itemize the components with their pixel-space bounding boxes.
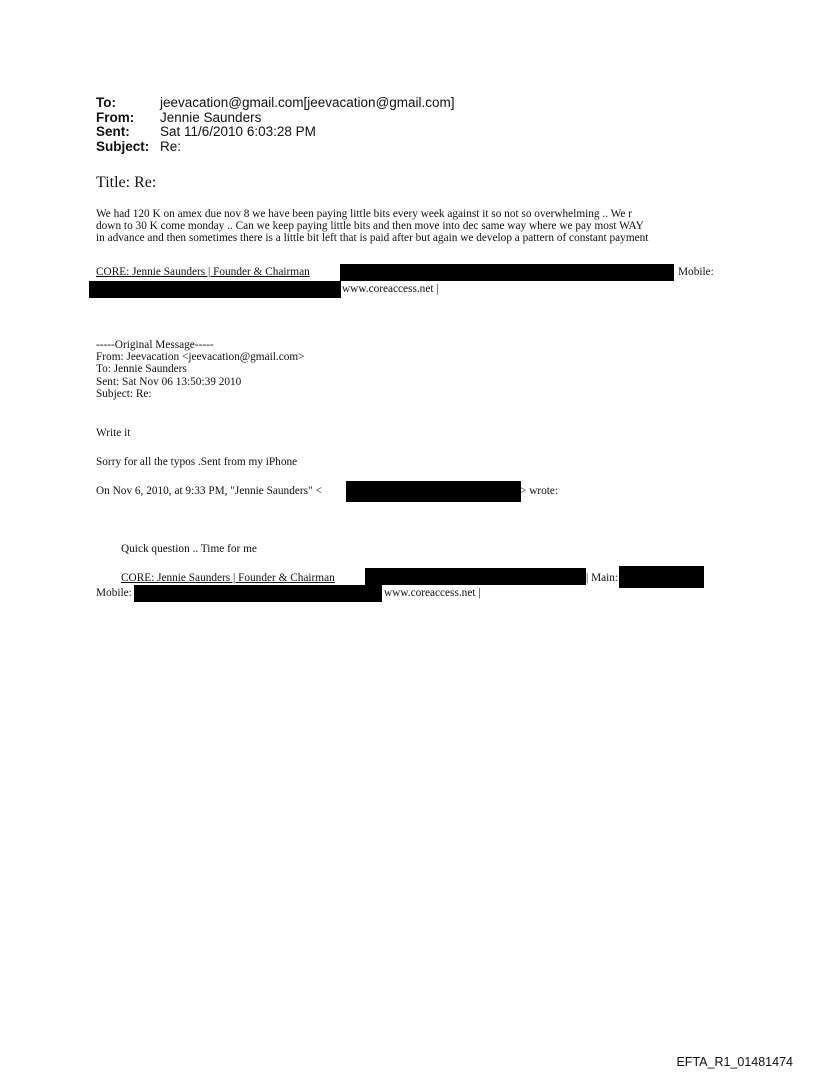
redaction-block: [134, 585, 382, 602]
original-message-header: [96, 339, 305, 400]
to-label: To:: [96, 95, 116, 110]
quote-intro-prefix: On Nov 6, 2010, at 9:33 PM, "Jennie Saunders" <: [96, 485, 322, 497]
original-message-from: From: Jeevacation <jeevacation@gmail.com>: [96, 351, 305, 364]
from-value: Jennie Saunders: [160, 109, 262, 125]
from-label: From:: [96, 109, 135, 125]
subject-row: [96, 140, 455, 155]
body-line: down to 30 K come monday .. Can we keep paying little bits and then move into dec same way where we pay most WAY: [96, 220, 644, 233]
body-line: in advance and then sometimes there is a little bit left that is paid after but again we develop a pattern of constant payment: [96, 232, 649, 245]
document-id: EFTA_R1_01481474: [676, 1055, 793, 1069]
quote-intro-suffix: > wrote:: [520, 485, 559, 497]
redaction-block: [340, 264, 674, 281]
subject-value: Re:: [160, 138, 182, 154]
iphone-footer-text: Sorry for all the typos .Sent from my iPhone: [96, 456, 298, 468]
original-message-to: To: Jennie Saunders: [96, 363, 187, 376]
body-line: We had 120 K on amex due nov 8 we have been paying little bits every week against it so not so overwhelming .. We r: [96, 208, 633, 220]
original-message-divider: -----Original Message-----: [96, 339, 214, 351]
email-header: [96, 96, 455, 154]
subject-label: Subject:: [96, 138, 150, 154]
redaction-block: [89, 281, 341, 298]
signature1-name: CORE: Jennie Saunders | Founder & Chairman: [96, 266, 310, 278]
original-message-sent: Sent: Sat Nov 06 13:50:39 2010: [96, 375, 242, 388]
to-row: [96, 96, 455, 111]
signature1-website: www.coreaccess.net |: [342, 283, 439, 295]
sent-value: Sat 11/6/2010 6:03:28 PM: [160, 124, 316, 139]
signature2-website: www.coreaccess.net |: [384, 587, 481, 599]
quoted-text: Quick question .. Time for me: [121, 543, 257, 555]
redaction-block: [365, 568, 586, 585]
to-value: jeevacation@gmail.com[jeevacation@gmail.com]: [160, 95, 455, 110]
sent-label: Sent:: [96, 124, 130, 139]
redaction-block: [346, 481, 521, 502]
reply-text: Write it: [96, 427, 131, 439]
document-title: Title: Re:: [96, 174, 157, 191]
from-row: [96, 111, 455, 126]
signature2-main-label: | Main:: [586, 572, 619, 584]
signature2-name: CORE: Jennie Saunders | Founder & Chairman: [121, 572, 335, 584]
signature2-mobile-label: Mobile:: [96, 587, 132, 599]
original-message-subject: Subject: Re:: [96, 387, 152, 400]
redaction-block: [619, 566, 704, 588]
body-paragraph: [96, 208, 648, 245]
sent-row: [96, 125, 455, 140]
signature1-mobile-label: Mobile:: [678, 266, 714, 278]
